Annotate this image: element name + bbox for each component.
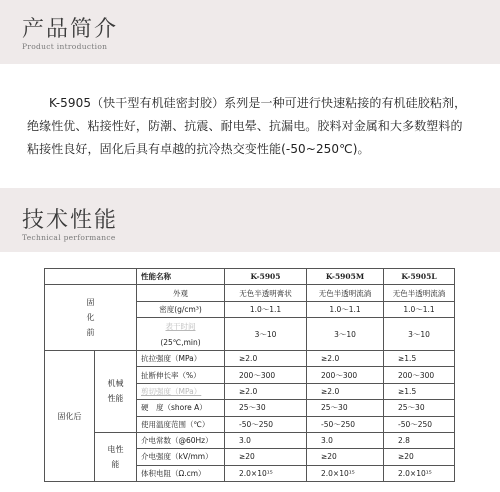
- cell-value: 1.0～1.1: [384, 301, 455, 317]
- cell-value: 无色半透明膏状: [225, 285, 307, 301]
- cell-value: ≥2.0: [307, 350, 384, 366]
- cell-value: ≥20: [384, 449, 455, 465]
- cell-value: 2.0×10¹⁵: [225, 465, 307, 481]
- section-subtitle-tech: Technical performance: [22, 233, 116, 242]
- cell-value: 3～10: [307, 318, 384, 351]
- row-label: 密度(g/cm³): [137, 301, 225, 317]
- section-subtitle-intro: Product introduction: [22, 42, 108, 51]
- group-pre-cure: 固 化 前: [45, 285, 137, 351]
- row-label: 介电常数（@60Hz）: [137, 432, 225, 448]
- cell-value: ≥1.5: [384, 350, 455, 366]
- cell-value: 2.8: [384, 432, 455, 448]
- cell-value: 1.0～1.1: [307, 301, 384, 317]
- header-k5905l: K-5905L: [384, 269, 455, 285]
- cell-value: 25～30: [384, 400, 455, 416]
- row-label: 扯断伸长率（%）: [137, 367, 225, 383]
- cell-value: -50～250: [307, 416, 384, 432]
- cell-value: 3～10: [384, 318, 455, 351]
- spec-table: [44, 268, 455, 482]
- product-intro-paragraph: K-5905（快干型有机硅密封胶）系列是一种可进行快速粘接的有机硅胶粘剂，绝缘性优、粘接性好，防潮、抗震、耐电晕、抗漏电。胶料对金属和大多数塑料的粘接性良好，固化后具有卓越的抗冷热交变性能(-50~250℃)。: [27, 96, 467, 156]
- cell-value: ≥2.0: [307, 383, 384, 399]
- row-label: 硬 度（shore A）: [137, 400, 225, 416]
- section-title-tech: 技术性能: [22, 208, 119, 233]
- group-electrical: 电性 能: [95, 432, 137, 481]
- header-k5905m: K-5905M: [307, 269, 384, 285]
- table-row: [45, 285, 455, 301]
- cell-value: 200～300: [225, 367, 307, 383]
- group-mechanical: 机械 性能: [95, 350, 137, 432]
- row-label: 使用温度范围（℃）: [137, 416, 225, 432]
- header-k5905: K-5905: [225, 269, 307, 285]
- cell-value: ≥20: [307, 449, 384, 465]
- row-label: 抗拉强度（MPa）: [137, 350, 225, 366]
- cell-value: 3.0: [307, 432, 384, 448]
- cell-value: 无色半透明流淌: [384, 285, 455, 301]
- cell-value: 1.0～1.1: [225, 301, 307, 317]
- cell-value: 25～30: [307, 400, 384, 416]
- table-row: [45, 350, 455, 366]
- cell-value: 200～300: [384, 367, 455, 383]
- cell-value: 2.0×10¹⁵: [384, 465, 455, 481]
- cell-value: ≥2.0: [225, 383, 307, 399]
- cell-value: 无色半透明流淌: [307, 285, 384, 301]
- table-header-row: [45, 269, 455, 285]
- group-post-cure: 固化后: [45, 350, 95, 481]
- cell-value: 2.0×10¹⁵: [307, 465, 384, 481]
- row-label: 体积电阻（Ω.cm）: [137, 465, 225, 481]
- row-label: 外观: [137, 285, 225, 301]
- cell-value: 3～10: [225, 318, 307, 351]
- header-property: 性能名称: [137, 269, 225, 285]
- cell-value: -50～250: [384, 416, 455, 432]
- cell-value: 200～300: [307, 367, 384, 383]
- row-label: 介电强度（kV/mm）: [137, 449, 225, 465]
- shear-strength-link[interactable]: 剪切强度（MPa）: [141, 386, 202, 396]
- cell-value: ≥20: [225, 449, 307, 465]
- table-row: [45, 432, 455, 448]
- surface-dry-time-link[interactable]: 表干时间: [165, 321, 196, 331]
- cell-value: 25～30: [225, 400, 307, 416]
- row-label: (25℃,min): [137, 334, 225, 350]
- cell-value: -50～250: [225, 416, 307, 432]
- section-title-intro: 产品简介: [22, 17, 119, 42]
- cell-value: ≥1.5: [384, 383, 455, 399]
- cell-value: ≥2.0: [225, 350, 307, 366]
- cell-value: 3.0: [225, 432, 307, 448]
